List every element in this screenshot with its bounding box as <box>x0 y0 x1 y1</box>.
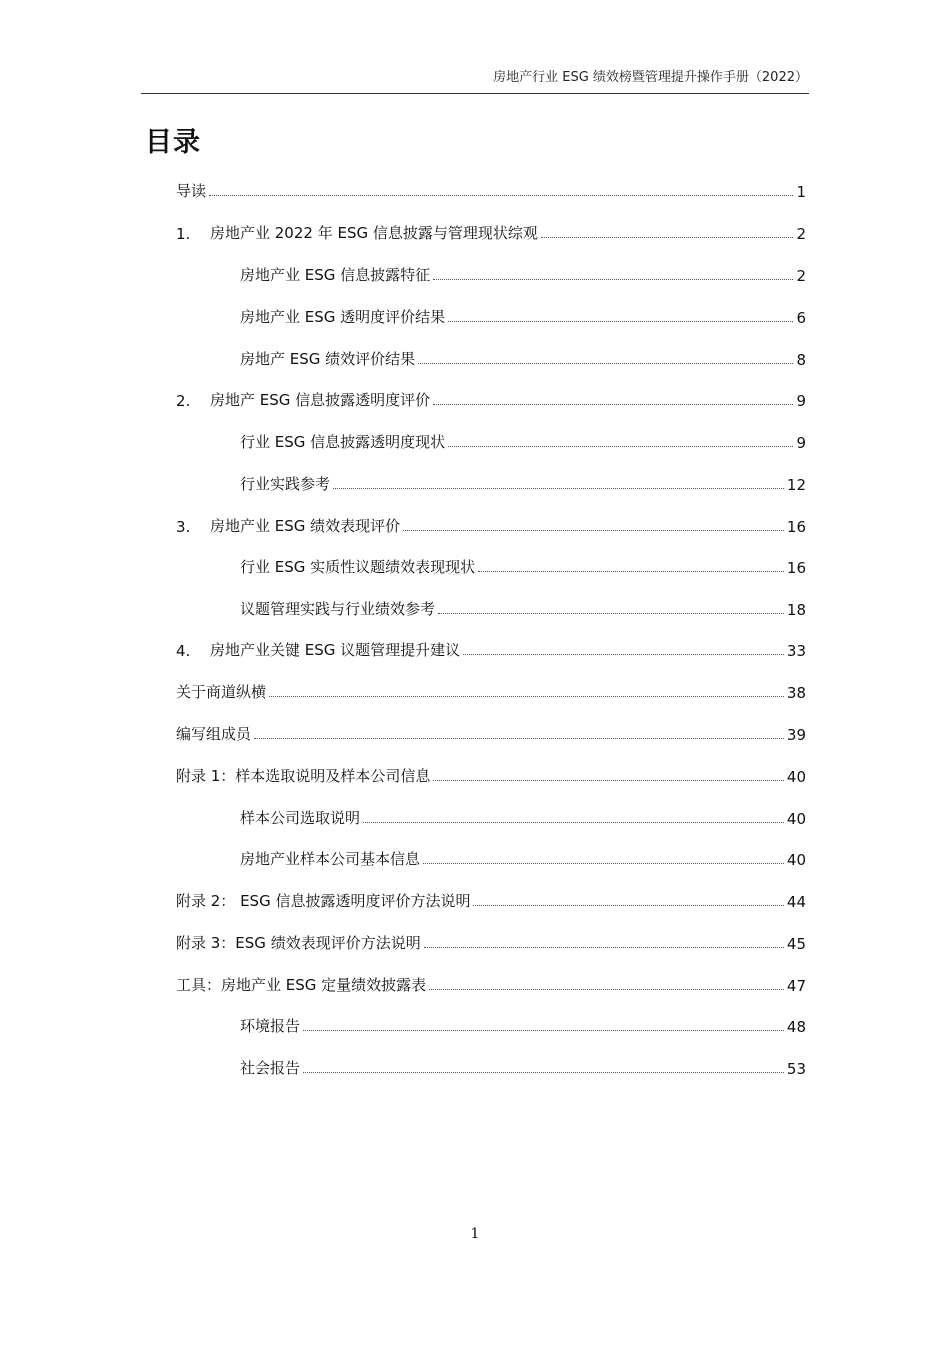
running-header: 房地产行业 ESG 绩效榜暨管理提升操作手册（2022） <box>493 70 808 85</box>
toc-entry-section[interactable] <box>240 1054 806 1078</box>
toc-entry-page: 33 <box>786 642 806 660</box>
toc-leader <box>433 404 793 405</box>
toc-leader <box>403 530 784 531</box>
toc-entry-section[interactable] <box>240 845 806 869</box>
toc-leader <box>333 488 784 489</box>
toc-entry-page: 39 <box>786 726 806 744</box>
toc-entry-label: 房地产业 ESG 绩效表现评价 <box>210 517 401 535</box>
toc-leader <box>473 905 783 906</box>
toc-entry-section[interactable] <box>240 261 806 285</box>
toc-entry-appendix-2[interactable] <box>176 887 806 911</box>
toc-entry-page: 2 <box>796 225 806 243</box>
toc-entry-label: 行业实践参考 <box>240 475 331 493</box>
toc-leader <box>209 195 793 196</box>
toc-entry-label: 房地产业 ESG 透明度评价结果 <box>240 308 446 326</box>
toc-entry-label: 行业 ESG 信息披露透明度现状 <box>240 433 446 451</box>
toc-entry-page: 9 <box>796 392 806 410</box>
toc-entry-about[interactable] <box>176 678 806 702</box>
toc-entry-section[interactable] <box>240 595 806 619</box>
toc-entry-page: 40 <box>786 851 806 869</box>
toc-entry-section[interactable] <box>240 428 806 452</box>
toc-leader <box>424 947 784 948</box>
toc-entry-page: 1 <box>796 183 806 201</box>
toc-entry-label: 议题管理实践与行业绩效参考 <box>240 600 436 618</box>
toc-entry-appendix-1[interactable] <box>176 762 806 786</box>
toc-leader <box>478 571 784 572</box>
toc-entry-label: 房地产业样本公司基本信息 <box>240 850 421 868</box>
toc-entry-section[interactable] <box>240 1012 806 1036</box>
toc-entry-number: 3. <box>176 518 191 536</box>
toc-entry-page: 16 <box>786 518 806 536</box>
toc-entry-label: 房地产 ESG 绩效评价结果 <box>240 350 416 368</box>
toc-entry-label: 关于商道纵横 <box>176 683 267 701</box>
header-divider <box>141 93 809 94</box>
toc-entry-page: 53 <box>786 1060 806 1078</box>
toc-entry-tools[interactable] <box>176 971 806 995</box>
toc-entry-page: 48 <box>786 1018 806 1036</box>
toc-leader <box>363 822 784 823</box>
toc-entry-label: 房地产业关键 ESG 议题管理提升建议 <box>210 641 461 659</box>
toc-entry-appendix-3[interactable] <box>176 929 806 953</box>
toc-entry-chapter-1[interactable] <box>176 219 806 243</box>
toc-entry-page: 47 <box>786 977 806 995</box>
page-number: 1 <box>470 1226 480 1242</box>
toc-leader <box>418 363 793 364</box>
toc-entry-page: 45 <box>786 935 806 953</box>
toc-leader <box>438 613 784 614</box>
toc-entry-label: 导读 <box>176 182 207 200</box>
toc-entry-label: 房地产业 ESG 信息披露特征 <box>240 266 431 284</box>
toc-leader <box>303 1030 784 1031</box>
toc-entry-label: 样本公司选取说明 <box>240 809 361 827</box>
toc-entry-label: 附录 1：样本选取说明及样本公司信息 <box>176 767 431 785</box>
toc-entry-label: 附录 2： ESG 信息披露透明度评价方法说明 <box>176 892 471 910</box>
toc-entry-chapter-2[interactable] <box>176 386 806 410</box>
toc-entry-page: 8 <box>796 351 806 369</box>
toc-leader <box>448 446 793 447</box>
toc-entry-section[interactable] <box>240 303 806 327</box>
toc-entry-number: 2. <box>176 392 191 410</box>
toc-leader <box>254 738 784 739</box>
toc-entry-label: 房地产 ESG 信息披露透明度评价 <box>210 391 431 409</box>
toc-entry-section[interactable] <box>240 553 806 577</box>
toc-entry-chapter-3[interactable] <box>176 512 806 536</box>
page-title: 目录 <box>145 127 201 158</box>
toc-entry-page: 6 <box>796 309 806 327</box>
toc-leader <box>303 1072 784 1073</box>
toc-entry-page: 40 <box>786 768 806 786</box>
toc-entry-label: 编写组成员 <box>176 725 252 743</box>
toc-leader <box>269 696 784 697</box>
toc-entry-chapter-4[interactable] <box>176 636 806 660</box>
toc-entry-label: 房地产业 2022 年 ESG 信息披露与管理现状综观 <box>210 224 538 242</box>
toc-leader <box>541 237 794 238</box>
toc-entry-page: 9 <box>796 434 806 452</box>
toc-leader <box>423 863 784 864</box>
toc-entry-page: 44 <box>786 893 806 911</box>
toc-entry-label: 社会报告 <box>240 1059 301 1077</box>
toc-entry-section[interactable] <box>240 470 806 494</box>
toc-entry-authors[interactable] <box>176 720 806 744</box>
toc-leader <box>448 321 793 322</box>
toc-entry-page: 2 <box>796 267 806 285</box>
toc-leader <box>463 654 784 655</box>
toc-entry-label: 工具：房地产业 ESG 定量绩效披露表 <box>176 976 427 994</box>
toc-entry-page: 16 <box>786 559 806 577</box>
toc-leader <box>433 279 793 280</box>
toc-entry-page: 38 <box>786 684 806 702</box>
toc-entry-label: 环境报告 <box>240 1017 301 1035</box>
toc-entry-section[interactable] <box>240 804 806 828</box>
toc-entry-page: 40 <box>786 810 806 828</box>
toc-entry-section[interactable] <box>240 345 806 369</box>
toc-entry-number: 4. <box>176 642 191 660</box>
toc-leader <box>429 989 784 990</box>
toc-entry-intro[interactable] <box>176 177 806 201</box>
toc-entry-label: 行业 ESG 实质性议题绩效表现现状 <box>240 558 476 576</box>
toc-entry-label: 附录 3：ESG 绩效表现评价方法说明 <box>176 934 421 952</box>
toc-entry-page: 12 <box>786 476 806 494</box>
toc-entry-page: 18 <box>786 601 806 619</box>
toc-entry-number: 1. <box>176 225 191 243</box>
toc-leader <box>433 780 784 781</box>
